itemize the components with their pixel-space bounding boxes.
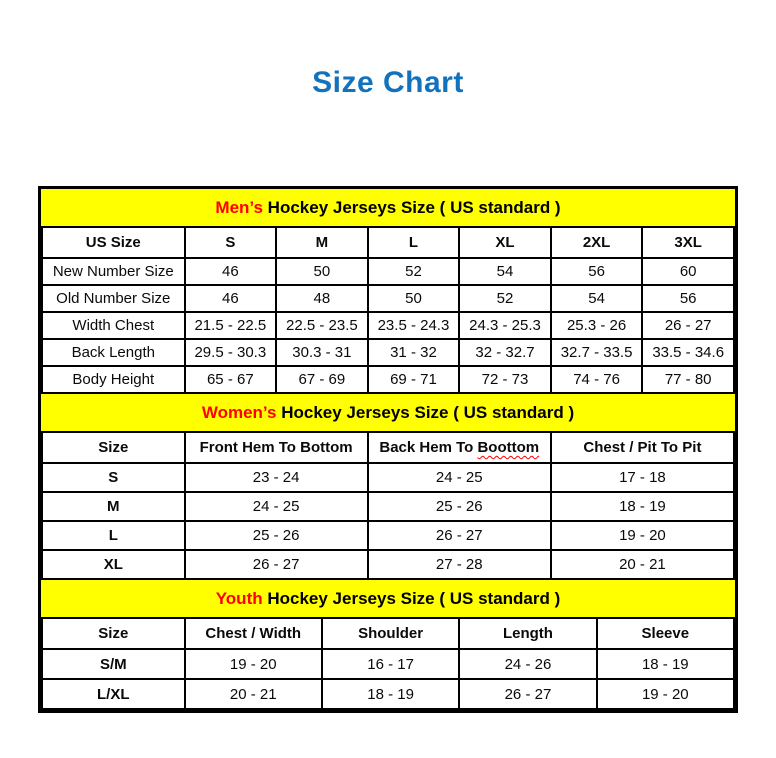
page [0,66,776,758]
womens-column-header: Chest / Pit To Pit [551,432,734,463]
mens-size-value: 32 - 32.7 [459,339,551,366]
mens-size-value: 50 [368,285,460,312]
mens-column-header: US Size [42,227,185,258]
size-chart-tables [38,186,738,713]
mens-size-value: 26 - 27 [642,312,734,339]
womens-row-label: M [42,492,185,521]
youth-size-section [41,580,735,710]
womens-row-label: L [42,521,185,550]
womens-table-title [41,394,735,431]
mens-row [42,312,734,339]
womens-row [42,492,734,521]
mens-size-value: 46 [185,285,277,312]
womens-size-value: 25 - 26 [185,521,368,550]
youth-size-value: 19 - 20 [597,679,734,709]
youth-size-value: 18 - 19 [597,649,734,679]
mens-size-value: 22.5 - 23.5 [276,312,368,339]
womens-row-label: S [42,463,185,492]
mens-row [42,258,734,285]
mens-size-value: 56 [642,285,734,312]
youth-size-table [41,617,735,710]
womens-size-table [41,431,735,580]
womens-row-label: XL [42,550,185,579]
womens-column-header: Front Hem To Bottom [185,432,368,463]
mens-size-value: 30.3 - 31 [276,339,368,366]
mens-size-value: 48 [276,285,368,312]
youth-title-accent: Youth [215,589,263,608]
womens-header-row [42,432,734,463]
womens-size-value: 20 - 21 [551,550,734,579]
youth-table-title [41,580,735,617]
womens-size-value: 26 - 27 [185,550,368,579]
mens-size-value: 29.5 - 30.3 [185,339,277,366]
mens-header-row [42,227,734,258]
youth-size-value: 16 - 17 [322,649,459,679]
mens-size-value: 52 [459,285,551,312]
youth-row-label: S/M [42,649,185,679]
mens-row [42,285,734,312]
mens-size-value: 77 - 80 [642,366,734,393]
womens-size-value: 18 - 19 [551,492,734,521]
womens-size-section [41,394,735,580]
mens-size-value: 72 - 73 [459,366,551,393]
mens-size-value: 46 [185,258,277,285]
youth-row [42,679,734,709]
mens-size-value: 33.5 - 34.6 [642,339,734,366]
mens-size-value: 69 - 71 [368,366,460,393]
mens-title-accent: Men’s [215,198,263,217]
mens-column-header: L [368,227,460,258]
mens-size-value: 32.7 - 33.5 [551,339,643,366]
mens-size-value: 23.5 - 24.3 [368,312,460,339]
youth-row [42,649,734,679]
youth-column-header: Size [42,618,185,649]
womens-row [42,521,734,550]
mens-row [42,366,734,393]
youth-size-value: 26 - 27 [459,679,596,709]
youth-column-header: Length [459,618,596,649]
mens-column-header: S [185,227,277,258]
mens-column-header: XL [459,227,551,258]
mens-size-value: 60 [642,258,734,285]
misspelled-word: Boottom [477,439,540,456]
womens-size-value: 27 - 28 [368,550,551,579]
mens-size-value: 25.3 - 26 [551,312,643,339]
youth-header-row [42,618,734,649]
youth-size-value: 19 - 20 [185,649,322,679]
womens-row [42,463,734,492]
youth-row-label: L/XL [42,679,185,709]
womens-row [42,550,734,579]
mens-size-value: 54 [459,258,551,285]
mens-size-table [41,226,735,394]
womens-size-value: 24 - 25 [185,492,368,521]
mens-size-value: 52 [368,258,460,285]
youth-column-header: Sleeve [597,618,734,649]
youth-title-rest: Hockey Jerseys Size ( US standard ) [262,589,561,608]
mens-size-section [41,189,735,394]
youth-size-value: 24 - 26 [459,649,596,679]
youth-column-header: Shoulder [322,618,459,649]
mens-size-value: 31 - 32 [368,339,460,366]
womens-column-header: Size [42,432,185,463]
youth-size-value: 18 - 19 [322,679,459,709]
womens-size-value: 23 - 24 [185,463,368,492]
mens-row-label: Body Height [42,366,185,393]
mens-size-value: 65 - 67 [185,366,277,393]
mens-row-label: Old Number Size [42,285,185,312]
womens-size-value: 25 - 26 [368,492,551,521]
mens-size-value: 74 - 76 [551,366,643,393]
mens-row [42,339,734,366]
mens-column-header: 3XL [642,227,734,258]
mens-row-label: Back Length [42,339,185,366]
womens-column-header: Back Hem To Boottom [368,432,551,463]
mens-column-header: 2XL [551,227,643,258]
womens-size-value: 19 - 20 [551,521,734,550]
mens-size-value: 24.3 - 25.3 [459,312,551,339]
mens-row-label: New Number Size [42,258,185,285]
mens-size-value: 54 [551,285,643,312]
page-title: Size Chart [312,66,464,99]
mens-size-value: 21.5 - 22.5 [185,312,277,339]
womens-title-rest: Hockey Jerseys Size ( US standard ) [276,403,575,422]
womens-title-accent: Women’s [201,403,277,422]
mens-size-value: 56 [551,258,643,285]
mens-size-value: 50 [276,258,368,285]
womens-size-value: 24 - 25 [368,463,551,492]
youth-column-header: Chest / Width [185,618,322,649]
womens-size-value: 17 - 18 [551,463,734,492]
youth-size-value: 20 - 21 [185,679,322,709]
mens-column-header: M [276,227,368,258]
mens-row-label: Width Chest [42,312,185,339]
mens-title-rest: Hockey Jerseys Size ( US standard ) [262,198,561,217]
mens-table-title [41,189,735,226]
mens-size-value: 67 - 69 [276,366,368,393]
womens-size-value: 26 - 27 [368,521,551,550]
